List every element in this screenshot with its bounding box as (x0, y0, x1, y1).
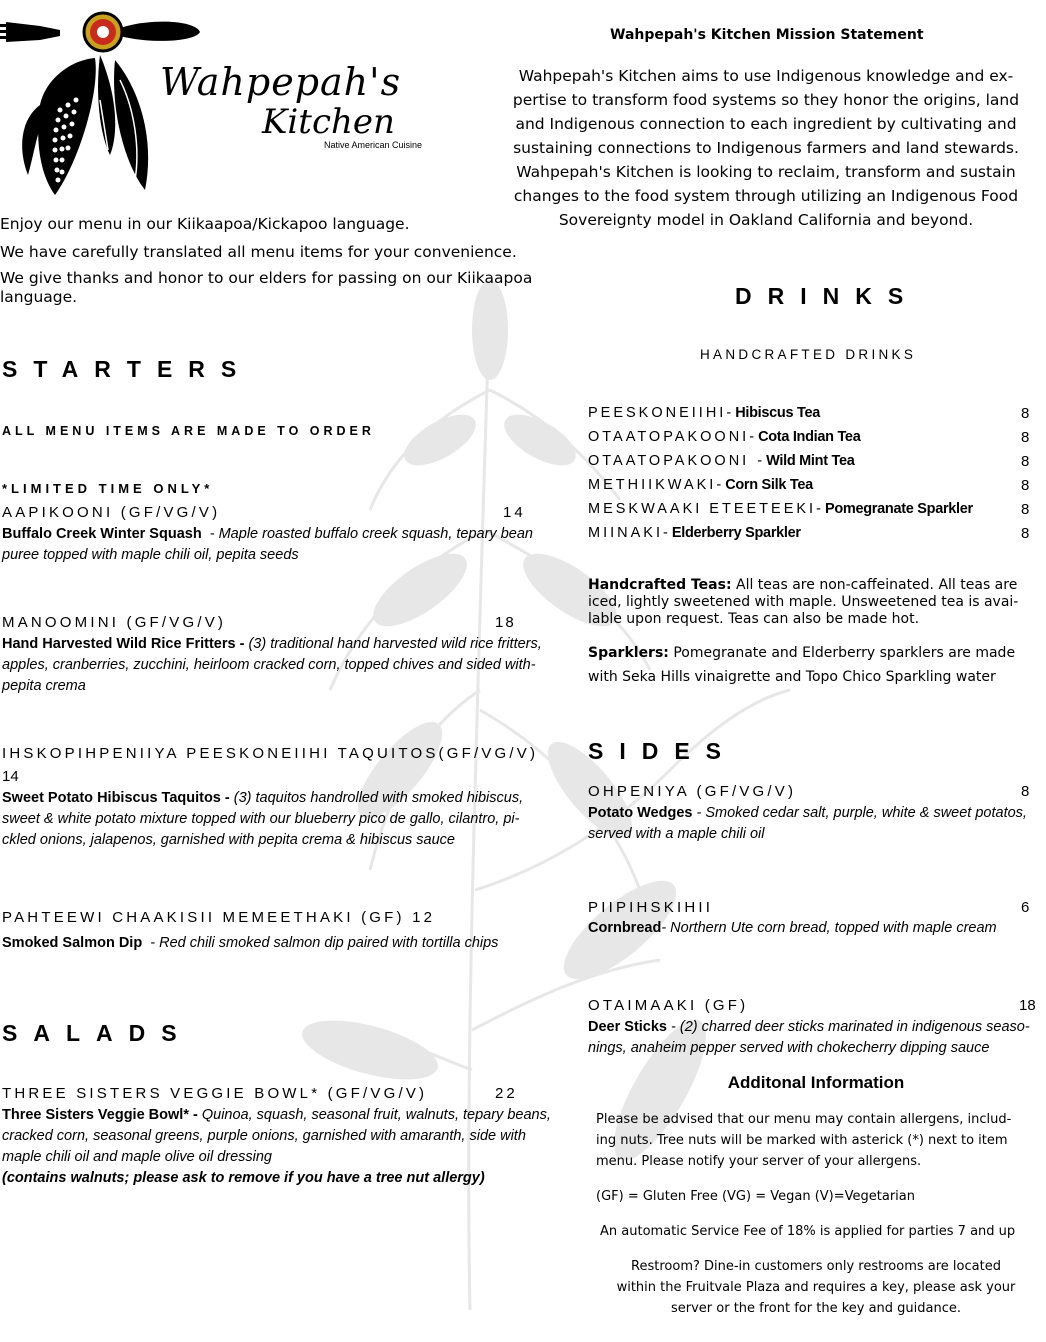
mission-title: Wahpepah's Kitchen Mission Statement (610, 27, 924, 43)
dietary-legend: (GF) = Gluten Free (VG) = Vegan (V)=Vegetarian (596, 1189, 915, 1204)
tree-nut-warning: (contains walnuts; please ask to remove if you have a tree nut allergy) (2, 1170, 485, 1186)
mission-line: Wahpepah's Kitchen aims to use Indigenous knowledge and ex- (518, 67, 1014, 85)
drink-price: 8 (1021, 477, 1030, 494)
drink-item: PEESKONEIIHI- Hibiscus Tea (588, 405, 820, 421)
starter-item-english-name: Hand Harvested Wild Rice Fritters - (2, 636, 245, 652)
mission-line: Sovereignty model in Oakland California and beyond. (558, 211, 974, 229)
side-item-english-name: Cornbread (588, 920, 662, 936)
starter-item-description: Hand Harvested Wild Rice Fritters - (3) traditional hand harvested wild rice fritters, apples, cranberries, zucchini, heirloom cracked corn, topped chives and sided with- pepita crema (2, 636, 542, 694)
side-item-name: OTAIMAAKI (GF) (588, 997, 749, 1014)
starter-item-name: MANOOMINI (GF/VG/V) (2, 614, 227, 631)
drink-price: 8 (1021, 525, 1030, 542)
logo-name-line2: Kitchen (262, 102, 395, 142)
handcrafted-drinks-subheading: HANDCRAFTED DRINKS (700, 347, 917, 362)
starter-item-english-name: Smoked Salmon Dip (2, 935, 143, 951)
drink-price: 8 (1021, 501, 1030, 518)
mission-statement (495, 64, 1037, 232)
starter-item-description: Smoked Salmon Dip - Red chili smoked salmon dip paired with tortilla chips (2, 935, 499, 951)
mission-line: pertise to transform food systems so they honor the origins, land (512, 91, 1020, 109)
starter-item-english-name: Buffalo Creek Winter Squash (2, 526, 202, 542)
salads-heading: SALADS (2, 1020, 193, 1046)
side-item-description: Deer Sticks - (2) charred deer sticks marinated in indigenous seaso- nings, anaheim pepper served with chokecherry dipping sauce (588, 1019, 1030, 1056)
starter-item-name: AAPIKOONI (GF/VG/V) (2, 504, 221, 521)
additional-info-title: Additonal Information (727, 1073, 905, 1092)
mission-line: sustaining connections to Indigenous farmers and land stewards. (513, 139, 1019, 157)
starter-item-name: PAHTEEWI CHAAKISII MEMEETHAKI (GF) 12 (2, 909, 436, 926)
starter-item-english-name: Sweet Potato Hibiscus Taquitos - (2, 790, 230, 806)
drink-price: 8 (1021, 429, 1030, 446)
intro-text (0, 213, 580, 307)
salad-item-description: Three Sisters Veggie Bowl* - Quinoa, squash, seasonal fruit, walnuts, tepary beans, cracked corn, seasonal greens, purple onions, garnished with amaranth, side with maple chili oil and maple olive oil dressing (contains walnuts; please ask to remove if you have a tree nut allergy) (2, 1105, 577, 1189)
drink-item: OTAATOPAKOONI - Wild Mint Tea (588, 453, 855, 469)
side-item-price: 8 (1021, 783, 1030, 800)
drink-price: 8 (1021, 453, 1030, 470)
salad-item-english-name: Three Sisters Veggie Bowl* - (2, 1107, 198, 1123)
starters-heading: STARTERS (2, 356, 253, 382)
starter-item-price: 18 (495, 614, 516, 631)
intro-line: We have carefully translated all menu items for your convenience. (0, 243, 517, 261)
salad-item-price: 22 (495, 1085, 518, 1102)
side-item-english-name: Potato Wedges (588, 805, 693, 821)
starter-item-price: 14 (503, 504, 526, 521)
side-item-name: PIIPIHSKIHII (588, 899, 714, 916)
service-fee-notice: An automatic Service Fee of 18% is applied for parties 7 and up (600, 1224, 1016, 1239)
mission-line: and Indigenous connection to each ingredient by cultivating and (515, 115, 1017, 133)
salad-item-name: THREE SISTERS VEGGIE BOWL* (GF/VG/V) (2, 1085, 428, 1102)
intro-line: Enjoy our menu in our Kiikaapoa/Kickapoo language. (0, 215, 410, 233)
side-item-price: 18 (1019, 997, 1036, 1014)
restaurant-logo (0, 0, 423, 205)
starter-item-price: 14 (2, 768, 19, 785)
side-item-price: 6 (1021, 899, 1030, 916)
sparklers-note: Sparklers: Pomegranate and Elderberry sparklers are made with Seka Hills vinaigrette and Topo Chico Sparkling water (588, 645, 1016, 685)
logo-name-line1: Wahpepah's (160, 60, 402, 104)
restroom-notice: Restroom? Dine-in customers only restrooms are located within the Fruitvale Plaza and requires a key, please ask your server or the front for the key and guidance. (616, 1259, 1016, 1316)
starter-item-name: IHSKOPIHPENIIYA PEESKONEIIHI TAQUITOS(GF/VG/V) (2, 745, 539, 762)
side-item-english-name: Deer Sticks (588, 1019, 667, 1035)
sides-heading: SIDES (588, 738, 738, 764)
side-item-description: Cornbread- Northern Ute corn bread, topped with maple cream (588, 920, 997, 936)
intro-line: We give thanks and honor to our elders for passing on our Kiikaapoa language. (0, 269, 533, 306)
allergen-notice: Please be advised that our menu may contain allergens, includ- ing nuts. Tree nuts will be marked with asterick (*) next to item menu. Please notify your server of your allergens. (596, 1112, 1012, 1169)
limited-time-label: *LIMITED TIME ONLY* (2, 481, 214, 496)
drink-item: MESKWAAKI ETEETEEKI- Pomegranate Sparkler (588, 501, 973, 517)
handcrafted-teas-note: Handcrafted Teas: All teas are non-caffeinated. All teas are iced, lightly sweetened with maple. Unsweetened tea is avai- lable upon request. Teas can also be made hot. (588, 577, 1019, 627)
drink-price: 8 (1021, 405, 1030, 422)
drink-item: METHIIKWAKI- Corn Silk Tea (588, 477, 813, 493)
starter-item-description: Buffalo Creek Winter Squash - Maple roasted buffalo creek squash, tepary bean puree topped with maple chili oil, pepita seeds (2, 526, 533, 563)
side-item-name: OHPENIYA (GF/VG/V) (588, 783, 797, 800)
logo-tagline: Native American Cuisine (324, 140, 423, 150)
drink-item: MIINAKI- Elderberry Sparkler (588, 525, 801, 541)
made-to-order-note: ALL MENU ITEMS ARE MADE TO ORDER (2, 424, 375, 438)
drink-item: OTAATOPAKOONI- Cota Indian Tea (588, 429, 861, 445)
side-item-description: Potato Wedges - Smoked cedar salt, purple, white & sweet potatos, served with a maple chili oil (588, 805, 1027, 842)
mission-line: changes to the food system through utilizing an Indigenous Food (513, 187, 1019, 205)
starter-item-description: Sweet Potato Hibiscus Taquitos - (3) taquitos handrolled with smoked hibiscus, sweet & white potato mixture topped with our blueberry pico de gallo, cilantro, pi- ckled onions, jalapenos, garnished with pepita crema & hibiscus sauce (2, 790, 524, 848)
drinks-heading: DRINKS (735, 283, 920, 309)
mission-line: Wahpepah's Kitchen is looking to reclaim, transform and sustain (516, 163, 1016, 181)
